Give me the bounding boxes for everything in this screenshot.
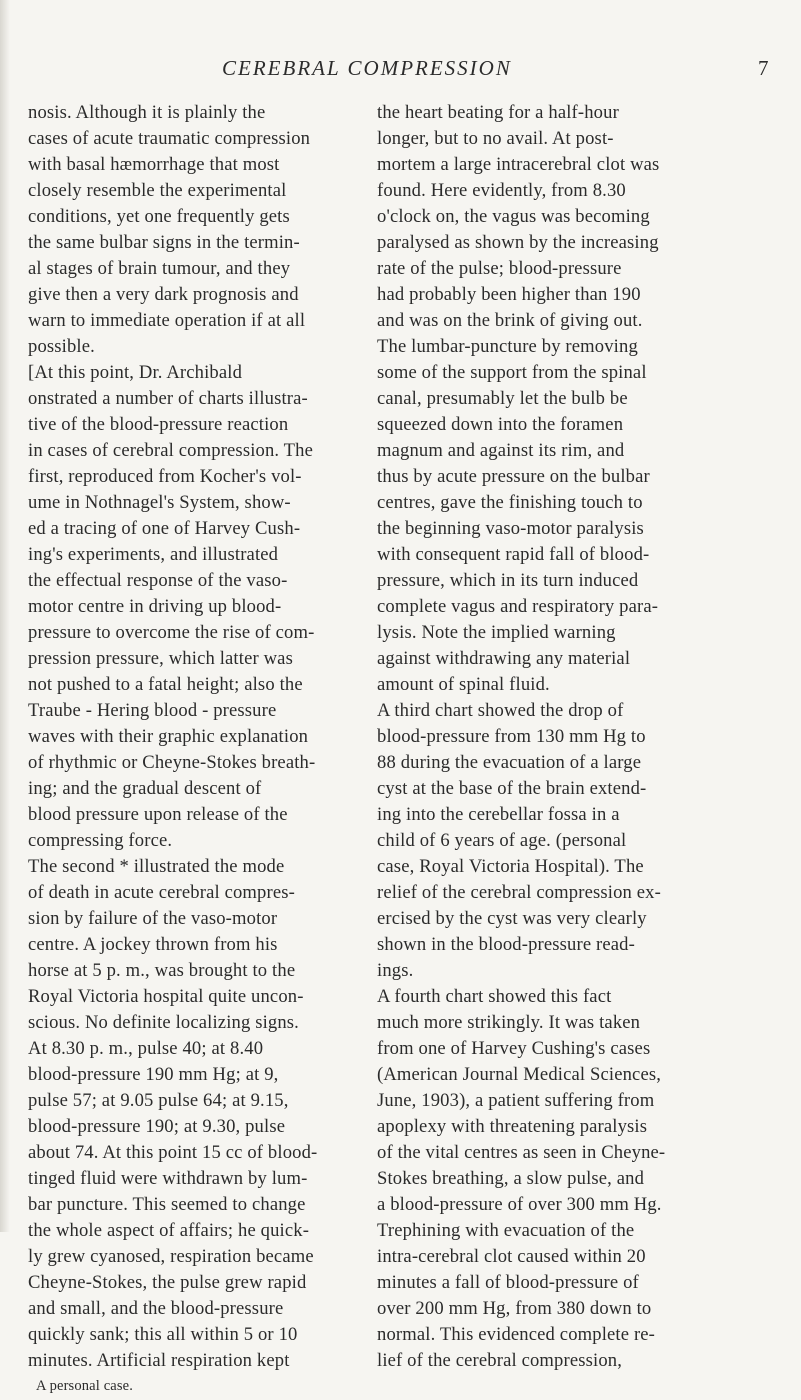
text-line: ing into the cerebellar fossa in a: [377, 804, 620, 825]
text-line: some of the support from the spinal: [377, 362, 647, 383]
left-column: [28, 100, 358, 1400]
text-line: tinged fluid were withdrawn by lum-: [28, 1168, 308, 1189]
text-line: and was on the brink of giving out.: [377, 310, 643, 331]
text-line: Royal Victoria hospital quite uncon-: [28, 986, 304, 1007]
text-line: The second * illustrated the mode: [28, 856, 285, 877]
text-line: compressing force.: [28, 830, 173, 851]
text-line: warn to immediate operation if at all: [28, 310, 306, 331]
text-line: ume in Nothnagel's System, show-: [28, 492, 291, 513]
text-line: pressure to overcome the rise of com-: [28, 622, 315, 643]
text-line: Traube - Hering blood - pressure: [28, 700, 277, 721]
text-line: blood-pressure from 130 mm Hg to: [377, 726, 646, 747]
text-line: blood-pressure 190 mm Hg; at 9,: [28, 1064, 279, 1085]
text-line: relief of the cerebral compression ex-: [377, 882, 661, 903]
text-line: rate of the pulse; blood-pressure: [377, 258, 622, 279]
text-line: lysis. Note the implied warning: [377, 622, 616, 643]
text-line: closely resemble the experimental: [28, 180, 287, 201]
text-line: canal, presumably let the bulb be: [377, 388, 628, 409]
text-line: child of 6 years of age. (personal: [377, 830, 627, 851]
text-line: tive of the blood-pressure reaction: [28, 414, 289, 435]
text-line: magnum and against its rim, and: [377, 440, 625, 461]
text-line: apoplexy with threatening paralysis: [377, 1116, 648, 1137]
text-line: shown in the blood-pressure read-: [377, 934, 635, 955]
text-line: blood pressure upon release of the: [28, 804, 288, 825]
text-line: nosis. Although it is plainly the: [28, 102, 266, 123]
text-line: cases of acute traumatic compression: [28, 128, 311, 149]
page-number: 7: [758, 56, 769, 80]
text-line: pressure, which in its turn induced: [377, 570, 639, 591]
text-line: ings.: [377, 960, 414, 981]
text-line: ly grew cyanosed, respiration became: [28, 1246, 314, 1267]
text-line: over 200 mm Hg, from 380 down to: [377, 1298, 652, 1319]
text-line: ed a tracing of one of Harvey Cush-: [28, 518, 301, 539]
text-line: pulse 57; at 9.05 pulse 64; at 9.15,: [28, 1090, 289, 1111]
text-line: and small, and the blood-pressure: [28, 1298, 284, 1319]
text-line: of rhythmic or Cheyne-Stokes breath-: [28, 752, 316, 773]
text-line: onstrated a number of charts illustra-: [28, 388, 308, 409]
text-line: Cheyne-Stokes, the pulse grew rapid: [28, 1272, 307, 1293]
text-line: complete vagus and respiratory para-: [377, 596, 659, 617]
footnote: A personal case.: [36, 1378, 134, 1394]
text-line: o'clock on, the vagus was becoming: [377, 206, 650, 227]
text-line: paralysed as shown by the increasing: [377, 232, 659, 253]
text-line: first, reproduced from Kocher's vol-: [28, 466, 302, 487]
text-line: the whole aspect of affairs; he quick-: [28, 1220, 310, 1241]
text-line: from one of Harvey Cushing's cases: [377, 1038, 651, 1059]
text-line: give then a very dark prognosis and: [28, 284, 299, 305]
text-line: pression pressure, which latter was: [28, 648, 293, 669]
text-line: of the vital centres as seen in Cheyne-: [377, 1142, 666, 1163]
text-line: had probably been higher than 190: [377, 284, 641, 305]
text-line: with basal hæmorrhage that most: [28, 154, 280, 175]
text-line: June, 1903), a patient suffering from: [377, 1090, 655, 1111]
text-line: centres, gave the finishing touch to: [377, 492, 643, 513]
text-line: blood-pressure 190; at 9.30, pulse: [28, 1116, 286, 1137]
text-line: sion by failure of the vaso-motor: [28, 908, 278, 929]
text-line: [At this point, Dr. Archibald: [28, 362, 243, 383]
text-line: against withdrawing any material: [377, 648, 631, 669]
text-line: amount of spinal fluid.: [377, 674, 550, 695]
text-line: scious. No definite localizing signs.: [28, 1012, 299, 1033]
text-line: the heart beating for a half-hour: [377, 102, 619, 123]
text-line: waves with their graphic explanation: [28, 726, 309, 747]
text-line: the same bulbar signs in the termin-: [28, 232, 300, 253]
text-line: motor centre in driving up blood-: [28, 596, 282, 617]
text-line: ing's experiments, and illustrated: [28, 544, 279, 565]
text-line: a blood-pressure of over 300 mm Hg.: [377, 1194, 662, 1215]
text-line: with consequent rapid fall of blood-: [377, 544, 650, 565]
text-line: found. Here evidently, from 8.30: [377, 180, 626, 201]
text-line: much more strikingly. It was taken: [377, 1012, 641, 1033]
text-line: horse at 5 p. m., was brought to the: [28, 960, 296, 981]
text-line: normal. This evidenced complete re-: [377, 1324, 656, 1345]
text-line: bar puncture. This seemed to change: [28, 1194, 306, 1215]
text-line: thus by acute pressure on the bulbar: [377, 466, 650, 487]
running-head: [0, 56, 801, 90]
text-line: not pushed to a fatal height; also the: [28, 674, 303, 695]
text-line: quickly sank; this all within 5 or 10: [28, 1324, 298, 1345]
text-line: Stokes breathing, a slow pulse, and: [377, 1168, 645, 1189]
text-line: A fourth chart showed this fact: [377, 986, 612, 1007]
text-line: A third chart showed the drop of: [377, 700, 624, 721]
text-line: lief of the cerebral compression,: [377, 1350, 623, 1371]
text-line: At 8.30 p. m., pulse 40; at 8.40: [28, 1038, 264, 1059]
text-line: (American Journal Medical Sciences,: [377, 1064, 662, 1085]
text-line: The lumbar-puncture by removing: [377, 336, 638, 357]
text-line: mortem a large intracerebral clot was: [377, 154, 660, 175]
text-line: ing; and the gradual descent of: [28, 778, 262, 799]
text-line: ercised by the cyst was very clearly: [377, 908, 647, 929]
page-binding-edge: [0, 0, 10, 1232]
text-line: intra-cerebral clot caused within 20: [377, 1246, 646, 1267]
text-line: conditions, yet one frequently gets: [28, 206, 290, 227]
right-column: [377, 100, 777, 1374]
text-line: cyst at the base of the brain extend-: [377, 778, 647, 799]
text-line: Trephining with evacuation of the: [377, 1220, 635, 1241]
text-line: the beginning vaso-motor paralysis: [377, 518, 644, 539]
text-line: about 74. At this point 15 cc of blood-: [28, 1142, 318, 1163]
text-line: possible.: [28, 336, 95, 357]
text-line: centre. A jockey thrown from his: [28, 934, 278, 955]
text-line: minutes. Artificial respiration kept: [28, 1350, 290, 1371]
text-line: of death in acute cerebral compres-: [28, 882, 295, 903]
text-line: squeezed down into the foramen: [377, 414, 624, 435]
text-line: the effectual response of the vaso-: [28, 570, 288, 591]
running-title: CEREBRAL COMPRESSION: [222, 56, 512, 80]
text-line: minutes a fall of blood-pressure of: [377, 1272, 639, 1293]
text-line: case, Royal Victoria Hospital). The: [377, 856, 644, 877]
text-line: longer, but to no avail. At post-: [377, 128, 614, 149]
text-line: al stages of brain tumour, and they: [28, 258, 291, 279]
text-line: 88 during the evacuation of a large: [377, 752, 642, 773]
text-line: in cases of cerebral compression. The: [28, 440, 314, 461]
